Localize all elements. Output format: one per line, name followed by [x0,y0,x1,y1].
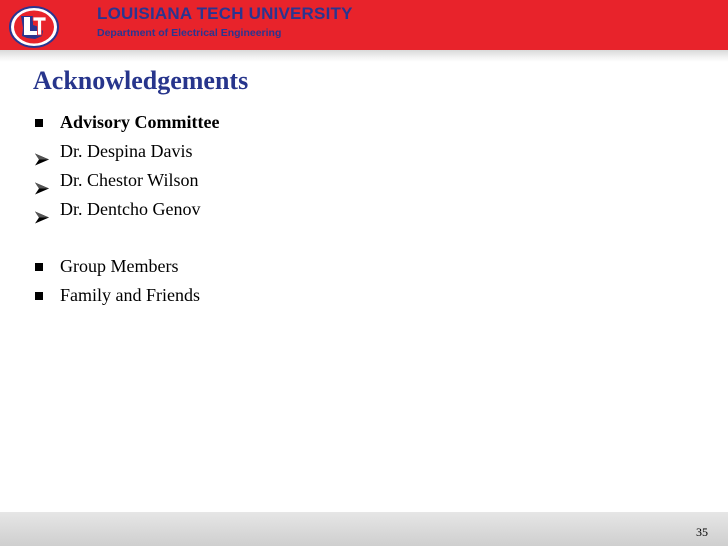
list-item-label: Advisory Committee [60,112,220,132]
list-item-label: Dr. Chestor Wilson [60,170,199,190]
university-name: LOUISIANA TECH UNIVERSITY [97,4,353,23]
department-name: Department of Electrical Engineering [97,27,282,39]
list-item-family-friends [34,281,219,310]
list-item-label: Dr. Despina Davis [60,141,193,161]
list-item-label: Dr. Dentcho Genov [60,199,201,219]
list-item-despina-davis [34,137,219,166]
list-item-group-members [34,252,219,281]
list-item-chestor-wilson [34,166,219,195]
square-bullet-icon [34,108,50,137]
header-divider [0,50,728,62]
list-item-label: Family and Friends [60,285,200,305]
list-item-label: Group Members [60,256,179,276]
square-bullet-icon [34,281,50,310]
bullet-list [34,108,219,310]
slide-title: Acknowledgements [33,66,249,95]
footer-bar [0,512,728,546]
list-item-dentcho-genov [34,195,219,224]
list-item-advisory-committee [34,108,219,137]
louisiana-tech-logo [9,6,59,48]
page-number: 35 [696,525,708,539]
square-bullet-icon [34,252,50,281]
arrow-bullet-icon [34,203,50,232]
